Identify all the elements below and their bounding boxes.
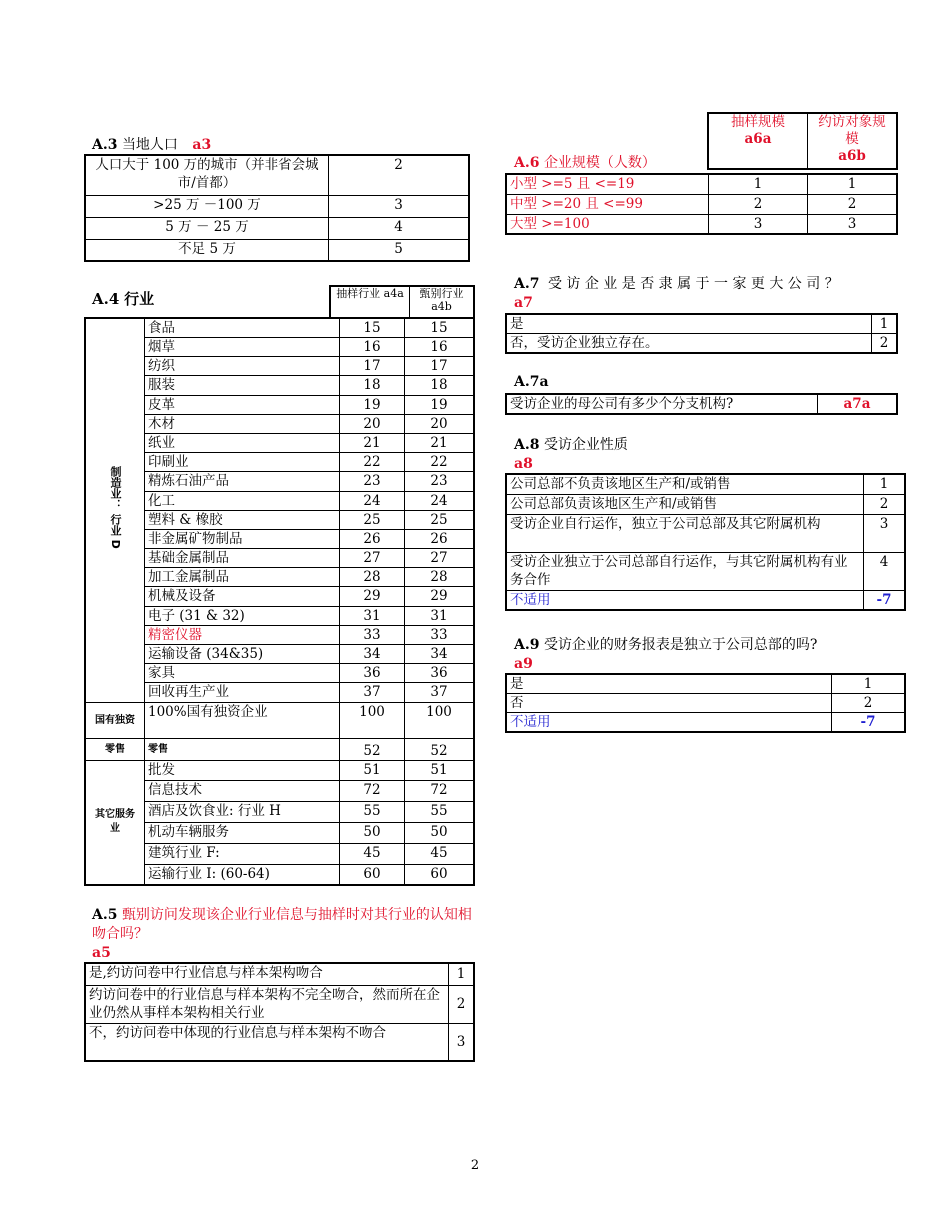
a6-number: A.6	[514, 155, 540, 171]
a9-option-code: 2	[832, 694, 906, 713]
a4-industry-label: 机械及设备	[145, 587, 340, 606]
a4-industry-label: 食品	[145, 318, 340, 338]
a4-group-retail: 零售	[85, 738, 145, 760]
a3-option-code: 3	[329, 195, 470, 217]
table-row	[506, 334, 897, 354]
a4-industry-label: 加工金属制品	[145, 568, 340, 587]
a4-col-screened: 甄别行业 a4b	[410, 286, 475, 318]
a5-code: a5	[92, 945, 111, 961]
a9-option-label: 否	[506, 694, 832, 713]
a4-industry-label: 服装	[145, 376, 340, 395]
a3-option-label: 不足 5 万	[85, 239, 329, 261]
a4-industry-label: 纺织	[145, 357, 340, 376]
a9-number: A.9	[514, 637, 540, 653]
a4-sampled-code: 72	[340, 781, 405, 802]
a5-option-code: 1	[449, 963, 475, 985]
a4-table	[84, 317, 475, 886]
a3-option-label: 5 万 － 25 万	[85, 217, 329, 239]
a4-screened-code: 52	[405, 738, 475, 760]
a4-group-services: 其它服务业	[85, 760, 145, 885]
a4-screened-code: 26	[405, 529, 475, 548]
table-row	[506, 552, 905, 590]
table-row	[85, 195, 469, 217]
table-row	[85, 760, 474, 781]
a4-column-headers	[329, 285, 475, 319]
a4-col-sampled: 抽样行业 a4a	[330, 286, 410, 318]
table-row	[506, 174, 897, 194]
a4-sampled-code: 50	[340, 822, 405, 843]
a4-industry-label: 机动车辆服务	[145, 822, 340, 843]
a4-sampled-code: 36	[340, 664, 405, 683]
a4-screened-code: 20	[405, 414, 475, 433]
a4-sampled-code: 31	[340, 606, 405, 625]
a4-sampled-code: 52	[340, 738, 405, 760]
a6-interviewed-code: 2	[808, 194, 898, 214]
a4-industry-label: 运输设备 (34&35)	[145, 645, 340, 664]
a7-title: 受 访 企 业 是 否 隶 属 于 一 家 更 大 公 司 ？	[547, 276, 839, 292]
a6-col-sampled-code: a6a	[744, 131, 772, 147]
a3-option-label: 人口大于 100 万的城市（并非省会城市/首都）	[85, 155, 329, 195]
a4-industry-label: 信息技术	[145, 781, 340, 802]
table-row	[85, 738, 474, 760]
table-row	[506, 694, 905, 713]
a8-option-label: 受访企业自行运作，独立于公司总部及其它附属机构	[506, 514, 864, 552]
a5-heading	[92, 906, 472, 963]
table-row	[85, 1023, 474, 1061]
a4-screened-code: 28	[405, 568, 475, 587]
a4-screened-code: 60	[405, 864, 475, 885]
table-row	[506, 494, 905, 514]
a8-option-code: 1	[864, 474, 906, 494]
a6-option-label: 中型 >=20 且 <=99	[506, 194, 709, 214]
a4-number: A.4	[92, 290, 120, 308]
a8-na-label: 不适用	[506, 590, 864, 610]
table-row	[506, 713, 905, 733]
a6-interviewed-code: 3	[808, 214, 898, 234]
a4-industry-label: 纸业	[145, 433, 340, 452]
a5-option-label: 约访问卷中的行业信息与样本架构不完全吻合，然而所在企业仍然从事样本架构相关行业	[85, 985, 449, 1023]
a7-option-label: 是	[506, 314, 872, 334]
a4-sampled-code: 29	[340, 587, 405, 606]
a9-na-code: -7	[832, 713, 906, 733]
a6-interviewed-code: 1	[808, 174, 898, 194]
table-row	[85, 239, 469, 261]
table-row	[85, 985, 474, 1023]
a4-sampled-code: 60	[340, 864, 405, 885]
a4-screened-code: 16	[405, 338, 475, 357]
a4-industry-label: 精密仪器	[145, 625, 340, 644]
a8-title: 受访企业性质	[543, 437, 628, 453]
a8-heading	[514, 436, 628, 474]
a7-option-label: 否，受访企业独立存在。	[506, 334, 872, 354]
a4-industry-label: 批发	[145, 760, 340, 781]
a4-screened-code: 72	[405, 781, 475, 802]
a4-sampled-code: 33	[340, 625, 405, 644]
table-row	[85, 318, 474, 338]
a8-table	[505, 473, 906, 611]
a6-column-headers	[707, 112, 898, 170]
a7a-question: 受访企业的母公司有多少个分支机构?	[506, 394, 818, 414]
a3-number: A.3	[92, 137, 118, 153]
a4-sampled-code: 25	[340, 510, 405, 529]
a4-title: 行业	[124, 290, 155, 308]
a4-sampled-code: 55	[340, 802, 405, 823]
a4-screened-code: 36	[405, 664, 475, 683]
a4-screened-code: 15	[405, 318, 475, 338]
a7a-number: A.7a	[514, 374, 549, 390]
a8-na-code: -7	[864, 590, 906, 610]
a5-option-code: 2	[449, 985, 475, 1023]
a4-sampled-code: 28	[340, 568, 405, 587]
a4-industry-label: 非金属矿物制品	[145, 529, 340, 548]
a4-sampled-code: 18	[340, 376, 405, 395]
a4-screened-code: 22	[405, 453, 475, 472]
a4-screened-code: 23	[405, 472, 475, 491]
a9-na-label: 不适用	[506, 713, 832, 733]
a4-sampled-code: 21	[340, 433, 405, 452]
a4-screened-code: 33	[405, 625, 475, 644]
a9-title: 受访企业的财务报表是独立于公司总部的吗?	[543, 637, 818, 653]
a4-screened-code: 24	[405, 491, 475, 510]
a4-industry-label: 电子 (31 & 32)	[145, 606, 340, 625]
a4-screened-code: 31	[405, 606, 475, 625]
a4-industry-label: 家具	[145, 664, 340, 683]
a4-sampled-code: 23	[340, 472, 405, 491]
a4-industry-label: 皮革	[145, 395, 340, 414]
a7-option-code: 1	[872, 314, 898, 334]
a7-heading	[514, 275, 890, 313]
a6-sampled-code: 2	[709, 194, 808, 214]
a4-sampled-code: 27	[340, 549, 405, 568]
a9-option-label: 是	[506, 674, 832, 694]
a4-group-manufacturing-label: 制造业： 行业 D	[109, 466, 122, 550]
a4-sampled-code: 37	[340, 683, 405, 702]
a4-screened-code: 29	[405, 587, 475, 606]
a4-industry-label: 木材	[145, 414, 340, 433]
a9-code: a9	[514, 656, 533, 672]
a4-screened-code: 50	[405, 822, 475, 843]
a7-option-code: 2	[872, 334, 898, 354]
a4-industry-label: 建筑行业 F:	[145, 843, 340, 864]
table-row	[506, 590, 905, 610]
a4-screened-code: 100	[405, 702, 475, 738]
table-row	[506, 514, 905, 552]
a8-option-label: 受访企业独立于公司总部自行运作，与其它附属机构有业务合作	[506, 552, 864, 590]
a4-sampled-code: 20	[340, 414, 405, 433]
a3-title: 当地人口	[121, 137, 178, 153]
a7a-code: a7a	[818, 394, 898, 414]
a4-industry-label: 化工	[145, 491, 340, 510]
a9-table	[505, 673, 906, 733]
a4-screened-code: 37	[405, 683, 475, 702]
a4-screened-code: 27	[405, 549, 475, 568]
a6-title: 企业规模（人数）	[543, 155, 656, 171]
a4-industry-label: 精炼石油产品	[145, 472, 340, 491]
a9-heading	[514, 636, 817, 674]
table-row	[85, 155, 469, 195]
a8-option-label: 公司总部不负责该地区生产和/或销售	[506, 474, 864, 494]
a4-industry-label: 零售	[145, 738, 340, 760]
a4-industry-label: 运输行业 I: (60-64)	[145, 864, 340, 885]
a4-industry-label: 100%国有独资企业	[145, 702, 340, 738]
a8-option-code: 4	[864, 552, 906, 590]
a4-screened-code: 55	[405, 802, 475, 823]
a7a-table	[505, 393, 898, 415]
a4-screened-code: 19	[405, 395, 475, 414]
a4-industry-label: 回收再生产业	[145, 683, 340, 702]
table-row	[506, 314, 897, 334]
a4-heading	[92, 288, 154, 309]
a7-code: a7	[514, 295, 533, 311]
a4-screened-code: 45	[405, 843, 475, 864]
a4-screened-code: 17	[405, 357, 475, 376]
a3-option-code: 5	[329, 239, 470, 261]
a8-code: a8	[514, 456, 533, 472]
a6-option-label: 大型 >=100	[506, 214, 709, 234]
a3-code: a3	[192, 137, 212, 153]
page-number: 2	[470, 1158, 480, 1173]
a5-option-label: 不，约访问卷中体现的行业信息与样本架构不吻合	[85, 1023, 449, 1061]
a4-sampled-code: 24	[340, 491, 405, 510]
a8-option-label: 公司总部负责该地区生产和/或销售	[506, 494, 864, 514]
a4-sampled-code: 26	[340, 529, 405, 548]
a4-sampled-code: 22	[340, 453, 405, 472]
a4-industry-label: 酒店及饮食业: 行业 H	[145, 802, 340, 823]
a4-industry-label: 基础金属制品	[145, 549, 340, 568]
a5-option-code: 3	[449, 1023, 475, 1061]
a4-industry-label: 塑料 & 橡胶	[145, 510, 340, 529]
a3-option-code: 2	[329, 155, 470, 195]
a4-screened-code: 25	[405, 510, 475, 529]
a6-col-sampled-label: 抽样规模	[731, 114, 785, 130]
a5-title: 甄别访问发现该企业行业信息与抽样时对其行业的认知相吻合吗？	[92, 907, 472, 942]
a4-industry-label: 烟草	[145, 338, 340, 357]
a8-number: A.8	[514, 437, 540, 453]
a6-col-interviewed-label: 约访对象规模	[818, 114, 886, 147]
table-row	[85, 963, 474, 985]
a4-sampled-code: 34	[340, 645, 405, 664]
a4-screened-code: 51	[405, 760, 475, 781]
a4-industry-label: 印刷业	[145, 453, 340, 472]
table-row	[85, 217, 469, 239]
a4-sampled-code: 100	[340, 702, 405, 738]
table-row	[506, 474, 905, 494]
a3-option-code: 4	[329, 217, 470, 239]
a4-screened-code: 34	[405, 645, 475, 664]
a4-sampled-code: 19	[340, 395, 405, 414]
a4-sampled-code: 15	[340, 318, 405, 338]
a3-table	[84, 154, 470, 262]
a6-heading	[514, 152, 656, 172]
a6-col-interviewed-code: a6b	[838, 148, 866, 164]
a4-sampled-code: 45	[340, 843, 405, 864]
a6-sampled-code: 3	[709, 214, 808, 234]
a4-sampled-code: 16	[340, 338, 405, 357]
a4-screened-code: 21	[405, 433, 475, 452]
table-row	[506, 194, 897, 214]
table-row	[506, 674, 905, 694]
a4-sampled-code: 51	[340, 760, 405, 781]
a4-group-soe: 国有独资	[85, 702, 145, 738]
a4-screened-code: 18	[405, 376, 475, 395]
a5-table	[84, 962, 475, 1062]
a5-number: A.5	[92, 907, 118, 923]
a8-option-code: 2	[864, 494, 906, 514]
a3-heading	[92, 134, 211, 154]
table-row	[85, 702, 474, 738]
a6-option-label: 小型 >=5 且 <=19	[506, 174, 709, 194]
a9-option-code: 1	[832, 674, 906, 694]
a5-option-label: 是,约访问卷中行业信息与样本架构吻合	[85, 963, 449, 985]
a7-number: A.7	[514, 276, 540, 292]
a4-group-manufacturing	[85, 318, 145, 702]
a6-table	[505, 173, 898, 235]
a7-table	[505, 313, 898, 354]
table-row	[506, 214, 897, 234]
a8-option-code: 3	[864, 514, 906, 552]
a4-sampled-code: 17	[340, 357, 405, 376]
a6-sampled-code: 1	[709, 174, 808, 194]
a3-option-label: >25 万 －100 万	[85, 195, 329, 217]
